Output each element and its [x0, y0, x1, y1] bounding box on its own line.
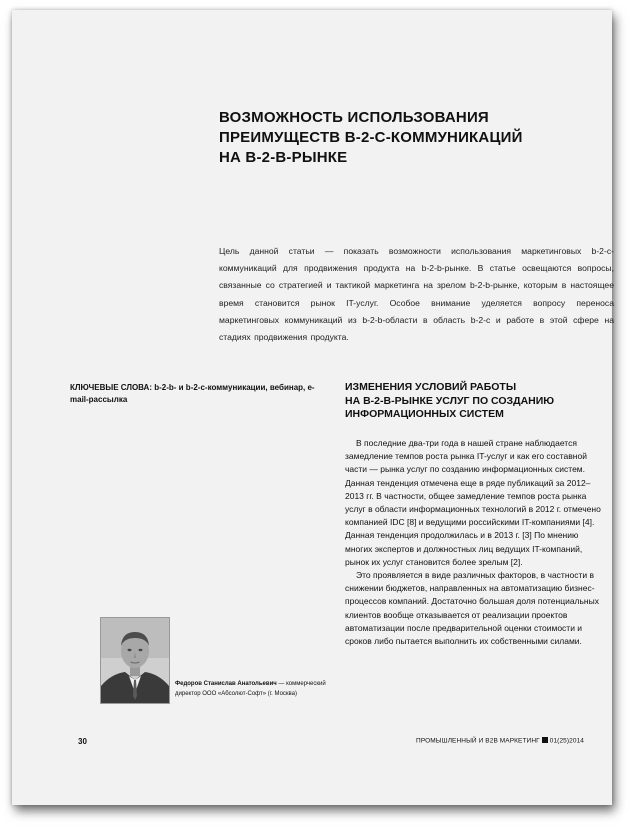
article-abstract: Цель данной статьи — показать возможности использования маркетинговых b-2-c-коммуникаций для продвижения продукта на b-2-b-рынке. В статье освещаются вопросы, связанные со стратегией и тактикой маркетинга на зрелом b-2-b-рынке, которым в настоящее время становится рынок IT-услуг. Особое внимание уделяется вопросу переноса маркетинговых коммуникаций из b-2-b-области в область b-2-c и работе в этой сфере на стадиях продвижения продукта. — [219, 246, 614, 343]
journal-footer — [322, 737, 584, 745]
body-paragraph: Это проявляется в виде различных факторов, в частности в снижении бюджетов, направленных на автоматизацию бизнес-процессов компаний. Достаточно большая доля потенциальных клиентов вообще отказывается от реализации проектов автоматизации после предварительной оценки стоимости и сроков либо пытается выполнить их собственными силами. — [345, 570, 599, 647]
journal-issue: 01(25)2014 — [549, 737, 584, 745]
article-title-line: ВОЗМОЖНОСТЬ ИСПОЛЬЗОВАНИЯ — [219, 109, 489, 126]
author-photo — [100, 617, 170, 704]
author-info — [175, 679, 345, 699]
author-role: — коммерческий директор ООО «Абсолют-Софт» (г. Москва) — [175, 681, 326, 697]
article-title-line: ПРЕИМУЩЕСТВ B-2-C-КОММУНИКАЦИЙ — [219, 129, 523, 146]
article-title-line: НА B-2-B-РЫНКЕ — [219, 149, 348, 166]
square-icon — [542, 737, 548, 743]
paper-page — [12, 10, 612, 805]
author-name: Федоров Станислав Анатольевич — [175, 681, 277, 687]
section-body — [345, 437, 605, 648]
section-heading-line: НА B-2-B-РЫНКЕ УСЛУГ ПО СОЗДАНИЮ — [345, 394, 555, 407]
section-heading-line: ИЗМЕНЕНИЯ УСЛОВИЙ РАБОТЫ — [345, 381, 517, 393]
journal-name: ПРОМЫШЛЕННЫЙ И B2B МАРКЕТИНГ — [416, 737, 540, 745]
page-number: 30 — [78, 737, 87, 746]
article-title — [219, 108, 579, 168]
keywords: КЛЮЧЕВЫЕ СЛОВА: b-2-b- и b-2-c-коммуникации, вебинар, e-mail-рассылка — [70, 383, 315, 404]
body-paragraph: В последние два-три года в нашей стране наблюдается замедление темпов роста рынка IT-услуг и как его составной части — рынка услуг по созданию информационных систем. Данная тенденция отмечена еще в ряде публикаций за 2012–2013 гг. В частности, общее замедление темпов роста рынка услуг в области информационных технологий в 2012 г. отмечено компанией IDC [8] и ведущими российскими IT-компаниями [4]. Данная тенденция продолжилась и в 2013 г. [3] По мнению многих экспертов и должностных лиц ведущих IT-компаний, рынок их услуг становится более зрелым [2]. — [345, 438, 601, 567]
section-heading-line: ИНФОРМАЦИОННЫХ СИСТЕМ — [345, 408, 504, 420]
section-heading — [345, 381, 605, 422]
author-portrait-image — [101, 618, 169, 703]
